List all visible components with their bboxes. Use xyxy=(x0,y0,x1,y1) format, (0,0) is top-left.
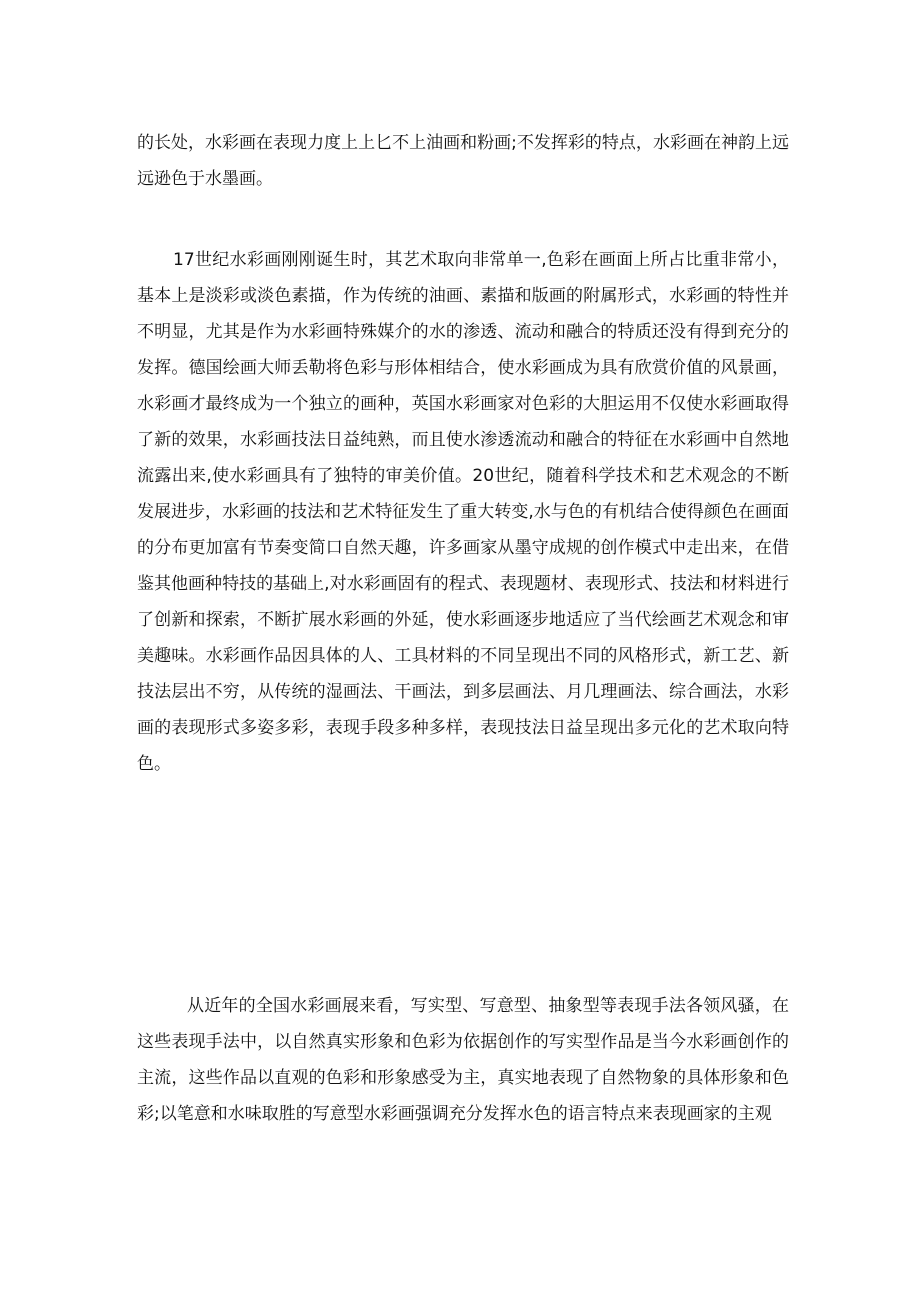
paragraph-history: 17世纪水彩画刚刚诞生时，其艺术取向非常单一,色彩在画面上所占比重非常小，基本上是淡彩或淡色素描，作为传统的油画、素描和版画的附属形式，水彩画的特性并不明显，尤其是作为水彩画特殊媒介的水的渗透、流动和融合的特质还没有得到充分的发挥。德国绘画大师丢勒将色彩与形体相结合，使水彩画成为具有欣赏价值的风景画，水彩画才最终成为一个独立的画种，英国水彩画家对色彩的大胆运用不仅使水彩画取得了新的效果，水彩画技法日益纯熟，而且使水渗透流动和融合的特征在水彩画中自然地流露出来,使水彩画具有了独特的审美价值。20世纪，随着科学技术和艺术观念的不断发展进步，水彩画的技法和艺术特征发生了重大转变,水与色的有机结合使得颜色在画面的分布更加富有节奏变简口自然天趣，许多画家从墨守成规的创作模式中走出来，在借鉴其他画种特技的基础上,对水彩画固有的程式、表现题材、表现形式、技法和材料进行了创新和探索，不断扩展水彩画的外延，使水彩画逐步地适应了当代绘画艺术观念和审美趣味。水彩画作品因具体的人、工具材料的不同呈现出不同的风格形式，新工艺、新技法层出不穷，从传统的湿画法、干画法，到多层画法、月几理画法、综合画法，水彩画的表现形式多姿多彩，表现手段多种多样，表现技法日益呈现出多元化的艺术取向特色。 xyxy=(137,250,789,774)
paragraph-exhibitions: 从近年的全国水彩画展来看，写实型、写意型、抽象型等表现手法各领风骚，在这些表现手法中，以自然真实形象和色彩为依据创作的写实型作品是当今水彩画创作的主流，这些作品以直观的色彩和形象感受为主，真实地表现了自然物象的具体形象和色彩;以笔意和水味取胜的写意型水彩画强调充分发挥水色的语言特点来表现画家的主观 xyxy=(137,996,789,1124)
paragraph-continuation: 的长处，水彩画在表现力度上上匕不上油画和粉画;不发挥彩的特点，水彩画在神韵上远远逊色于水墨画。 xyxy=(137,133,789,189)
